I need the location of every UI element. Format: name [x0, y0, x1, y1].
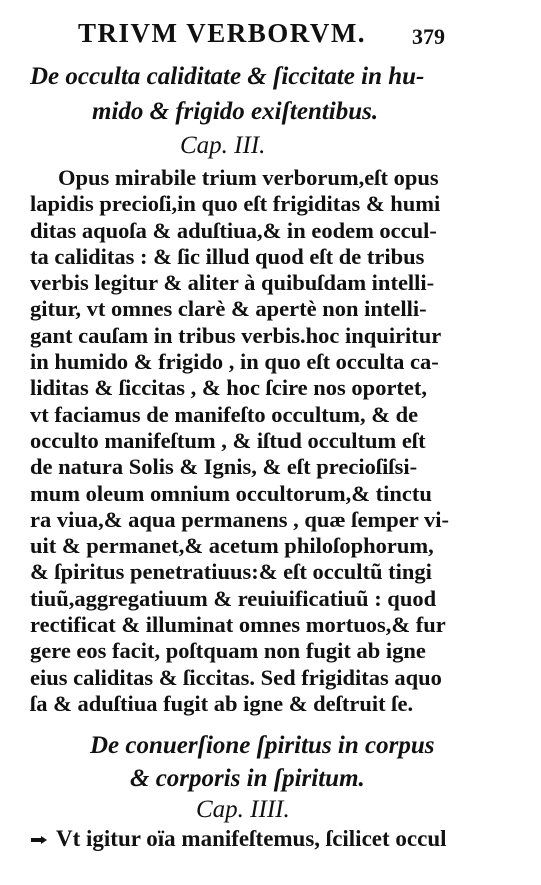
body-line: mum oleum omnium occultorum,& tinctu [30, 480, 432, 506]
chapter-heading: Cap. IIII. [196, 796, 290, 823]
body-line: vt faciamus de manifeſto occultum, & de [30, 401, 419, 427]
section-title-line-2: mido & frigido exiſtentibus. [92, 98, 379, 125]
page-number: 379 [412, 24, 445, 49]
chapter-heading: Cap. III. [180, 132, 266, 159]
body-line: uit & permanet,& acetum philoſophorum, [30, 533, 434, 559]
section-title-line-1: De occulta caliditate & ſiccitate in hu- [30, 63, 425, 90]
body-line [30, 826, 447, 852]
body-line: in humido & frigido , in quo eſt occulta ca- [30, 349, 439, 375]
body-line: lapidis precioſi,in quo eſt frigiditas & humi [30, 191, 441, 217]
section-title-line-2: & corporis in ſpiritum. [130, 765, 365, 792]
body-line: Opus mirabile trium verborum,eſt opus [58, 165, 439, 190]
body-line: tiuũ,aggregatiuum & reuiuificatiuũ : quod [30, 585, 437, 611]
body-line: rectificat & illuminat omnes mortuos,& fur [30, 612, 446, 638]
body-line: & ſpiritus penetratiuus:& eſt occultũ tingi [30, 559, 432, 585]
running-head: TRIVM VERBORVM. [78, 18, 367, 48]
body-line: gant cauſam in tribus verbis.hoc inquiritur [30, 322, 442, 348]
body-line: ra viua,& aqua permanens , quæ ſemper vi- [30, 506, 449, 532]
body-line: ditas aquoſa & aduſtiua,& in eodem occul- [30, 217, 437, 243]
pointing-hand-icon [30, 826, 48, 852]
body-line: de natura Solis & Ignis, & eſt precioſiſsi- [30, 454, 418, 480]
body-line: liditas & ſiccitas , & hoc ſcire nos oportet, [30, 375, 428, 401]
body-line: ta caliditas : & ſic illud quod eſt de tribus [30, 243, 425, 269]
body-text [30, 165, 490, 717]
section-title-line-1: De conuerſione ſpiritus in corpus [90, 732, 435, 759]
last-line-text: Vt igitur oïa manifeſtemus, ſcilicet occul [56, 826, 447, 851]
body-line: occulto manifeſtum , & iſtud occultum eſt [30, 427, 426, 453]
body-line: ſa & aduſtiua fugit ab igne & deſtruit ſe. [30, 690, 414, 716]
body-line: gitur, vt omnes clarè & apertè non intelli- [30, 296, 427, 322]
body-line: verbis legitur & aliter à quibuſdam intelli- [30, 270, 435, 296]
body-line: gere eos facit, poſtquam non fugit ab igne [30, 638, 426, 664]
page-header [0, 18, 541, 52]
body-line: eius caliditas & ſiccitas. Sed frigiditas aquo [30, 664, 442, 690]
